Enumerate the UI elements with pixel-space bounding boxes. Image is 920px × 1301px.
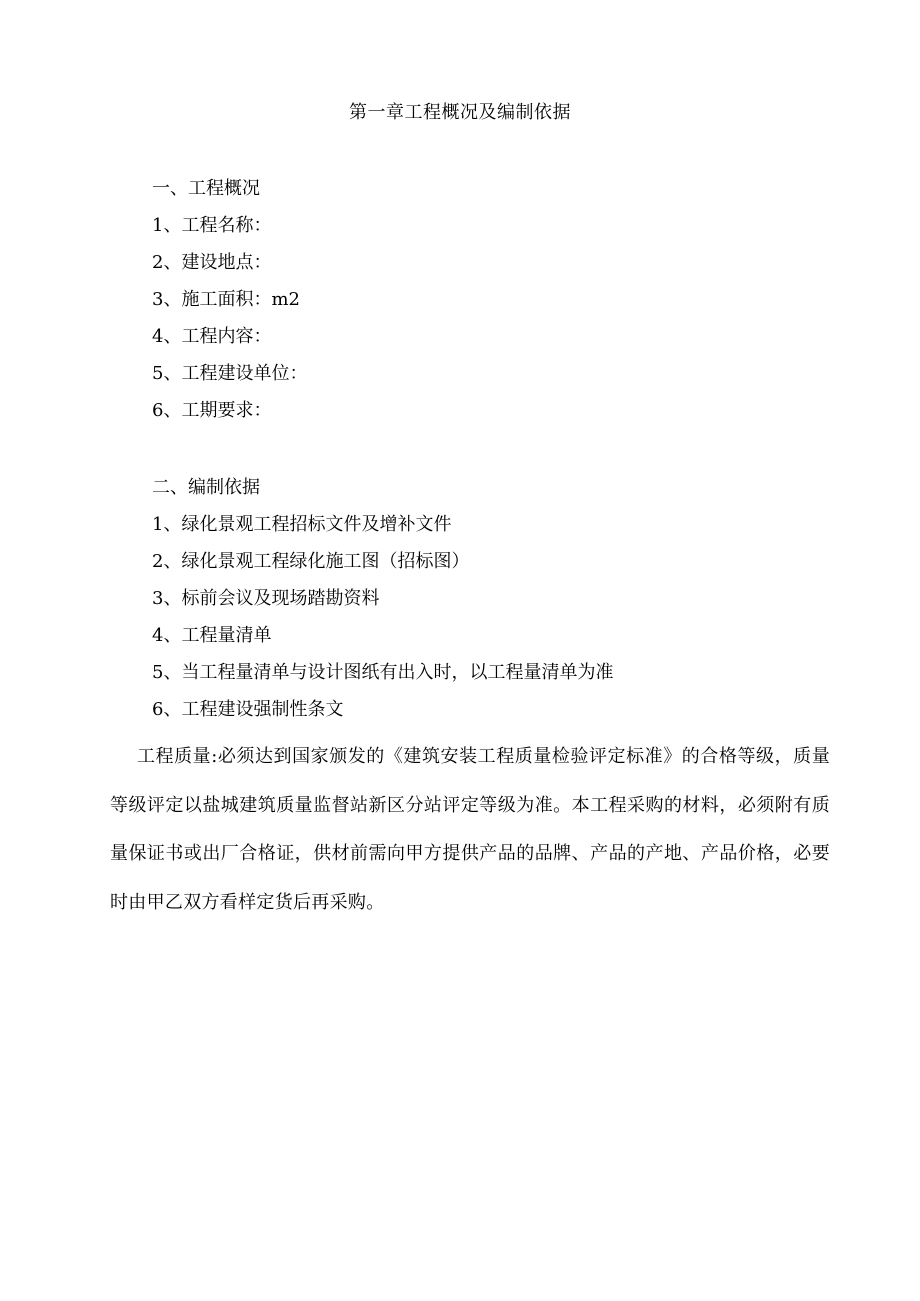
overview-section xyxy=(152,176,852,435)
overview-item-area: 3、施工面积：m2 xyxy=(152,289,300,310)
overview-item-location: 2、建设地点： xyxy=(152,252,272,273)
overview-item-schedule: 6、工期要求： xyxy=(152,400,272,421)
basis-item: 1、绿化景观工程招标文件及增补文件 xyxy=(152,514,452,535)
quality-paragraph: 工程质量:必须达到国家颁发的《建筑安装工程质量检验评定标准》的合格等级，质量等级评定以盐城建筑质量监督站新区分站评定等级为准。本工程采购的材料，必须附有质量保证书或出厂合格证，供材前需向甲方提供产品的品牌、产品的产地、产品价格，必要时由甲乙双方看样定货后再采购。 xyxy=(110,746,830,913)
basis-item: 4、工程量清单 xyxy=(152,625,272,646)
basis-section xyxy=(152,475,852,734)
basis-item: 5、当工程量清单与设计图纸有出入时，以工程量清单为准 xyxy=(152,662,614,683)
basis-item: 2、绿化景观工程绿化施工图（招标图） xyxy=(152,551,470,572)
overview-item-content: 4、工程内容： xyxy=(152,326,272,347)
overview-heading: 一、工程概况 xyxy=(152,178,260,199)
basis-heading: 二、编制依据 xyxy=(152,477,260,498)
chapter-title: 第一章工程概况及编制依据 xyxy=(349,102,571,123)
overview-item-project-name: 1、工程名称： xyxy=(152,215,272,236)
basis-item: 3、标前会议及现场踏勘资料 xyxy=(152,588,380,609)
overview-item-owner: 5、工程建设单位： xyxy=(152,363,308,384)
basis-item: 6、工程建设强制性条文 xyxy=(152,699,344,720)
